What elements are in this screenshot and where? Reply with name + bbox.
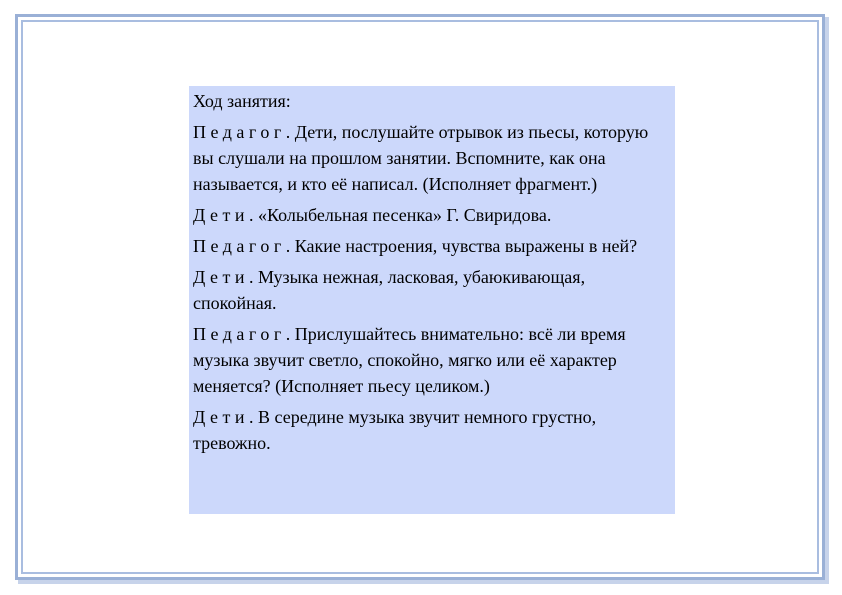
dialogue-paragraph: Педагог. Дети, послушайте отрывок из пьесы, которую вы слушали на прошлом занятии. Вспомните, как она называется, и кто её написал. (Исполняет фрагмент.) (193, 122, 649, 194)
dialogue-text: Дети, послушайте отрывок из пьесы, которую вы слушали на прошлом занятии. Вспомните, как она называется, и кто её написал. (Исполняет фрагмент.) (193, 122, 649, 194)
lesson-heading: Ход занятия: (193, 91, 291, 111)
lesson-text-box (189, 86, 675, 514)
frame-shadow (18, 580, 829, 584)
dialogue-paragraph: Педагог. Прислушайтесь внимательно: всё ли время музыка звучит светло, спокойно, мягко или её характер меняется? (Исполняет пьесу целиком.) (193, 324, 626, 396)
dialogue-paragraph: Дети. В середине музыка звучит немного грустно, тревожно. (193, 407, 597, 453)
speaker-label: Дети (193, 407, 249, 427)
dialogue-text: Музыка нежная, ласковая, убаюкивающая, спокойная. (193, 267, 586, 313)
speaker-label: Педагог (193, 236, 286, 256)
dialogue-paragraph: Дети. «Колыбельная песенка» Г. Свиридова. (193, 205, 552, 225)
speaker-label: Педагог (193, 324, 286, 344)
frame-shadow (825, 17, 829, 580)
dialogue-paragraph: Дети. Музыка нежная, ласковая, убаюкивающая, спокойная. (193, 267, 586, 313)
dialogue-text: В середине музыка звучит немного грустно, тревожно. (193, 407, 597, 453)
dialogue-text: Какие настроения, чувства выражены в ней? (294, 236, 638, 256)
dialogue-text: Прислушайтесь внимательно: всё ли время музыка звучит светло, спокойно, мягко или её характер меняется? (Исполняет пьесу целиком.) (193, 324, 626, 396)
speaker-label: Дети (193, 205, 249, 225)
speaker-label: Педагог (193, 122, 286, 142)
dialogue-text: «Колыбельная песенка» Г. Свиридова. (258, 205, 552, 225)
dialogue-paragraph: Педагог. Какие настроения, чувства выражены в ней? (193, 236, 638, 256)
speaker-label: Дети (193, 267, 249, 287)
